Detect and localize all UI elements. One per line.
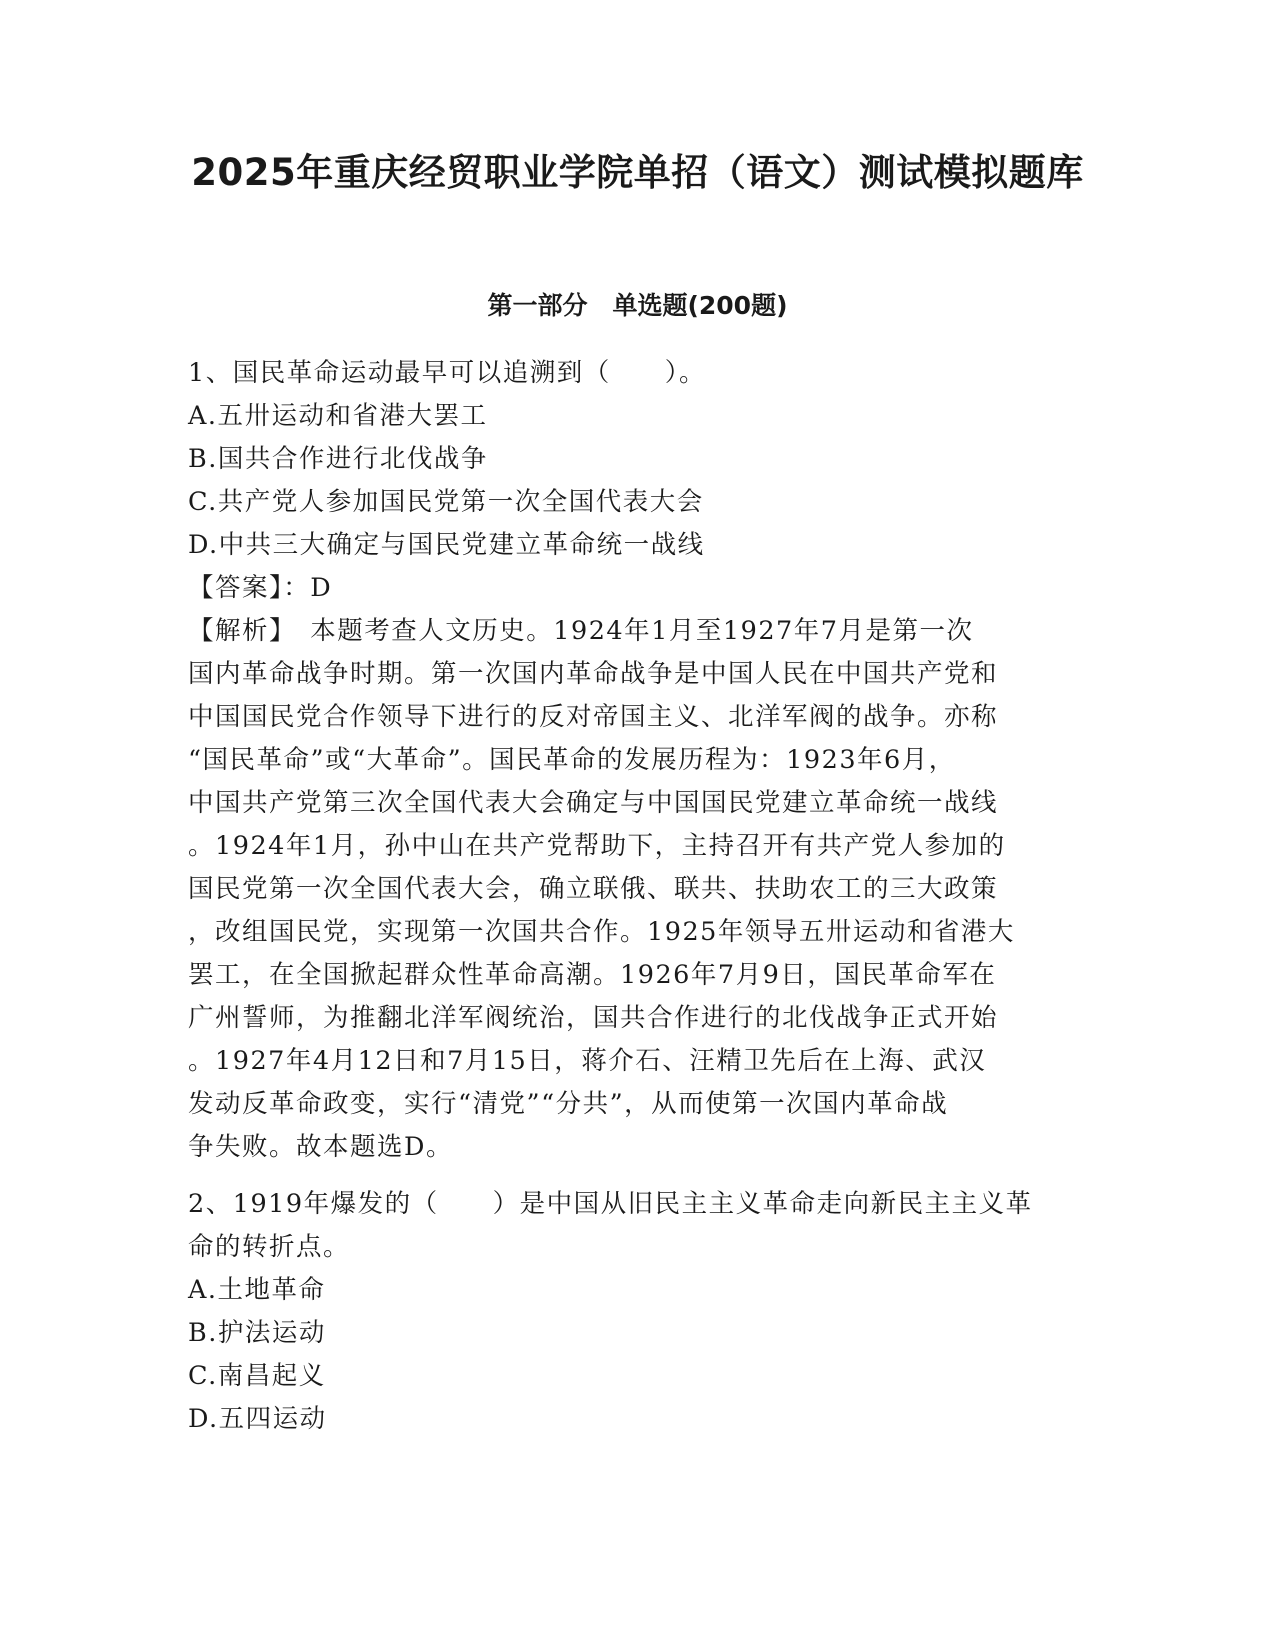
option-a: A.五卅运动和省港大罢工	[188, 401, 488, 431]
option-d: D.中共三大确定与国民党建立革命统一战线	[188, 530, 705, 560]
analysis-line: 发动反革命政变，实行“清党”“分共”，从而使第一次国内革命战	[188, 1089, 949, 1119]
analysis-line: 中国国民党合作领导下进行的反对帝国主义、北洋军阀的战争。亦称	[188, 702, 999, 732]
section-title: 第一部分 单选题(200题)	[487, 291, 788, 320]
answer-line: 【答案】：D	[188, 573, 333, 603]
analysis-block	[188, 610, 1088, 1169]
analysis-line: 罢工，在全国掀起群众性革命高潮。1926年7月9日，国民革命军在	[188, 960, 997, 990]
option-b: B.护法运动	[188, 1318, 326, 1348]
analysis-line: 。1927年4月12日和7月15日，蒋介石、汪精卫先后在上海、武汉	[188, 1046, 987, 1076]
analysis-line: 【解析】 本题考查人文历史。1924年1月至1927年7月是第一次	[188, 616, 974, 646]
analysis-line: 国民党第一次全国代表大会，确立联俄、联共、扶助农工的三大政策	[188, 874, 999, 904]
option-a: A.土地革命	[188, 1275, 326, 1305]
question-1	[188, 352, 1088, 1169]
option-c: C.南昌起义	[188, 1361, 326, 1391]
analysis-line: ，改组国民党，实现第一次国共合作。1925年领导五卅运动和省港大	[188, 917, 1015, 947]
analysis-line: 。1924年1月，孙中山在共产党帮助下，主持召开有共产党人参加的	[188, 831, 1006, 861]
analysis-line: 中国共产党第三次全国代表大会确定与中国国民党建立革命统一战线	[188, 788, 999, 818]
option-c: C.共产党人参加国民党第一次全国代表大会	[188, 487, 704, 517]
analysis-line: 国内革命战争时期。第一次国内革命战争是中国人民在中国共产党和	[188, 659, 999, 689]
question-list	[188, 352, 1088, 1441]
analysis-line: “国民革命”或“大革命”。国民革命的发展历程为：1923年6月，	[188, 745, 956, 775]
question-spacer	[188, 1169, 1088, 1183]
option-d: D.五四运动	[188, 1404, 327, 1434]
question-stem: 1、国民革命运动最早可以追溯到（ ）。	[188, 358, 706, 388]
question-stem: 命的转折点。	[188, 1232, 351, 1262]
analysis-line: 争失败。故本题选D。	[188, 1132, 453, 1162]
document-title: 2025年重庆经贸职业学院单招（语文）测试模拟题库	[191, 151, 1084, 194]
question-stem: 2、1919年爆发的（ ）是中国从旧民主主义革命走向新民主主义革	[188, 1189, 1033, 1219]
option-b: B.国共合作进行北伐战争	[188, 444, 488, 474]
question-2	[188, 1183, 1088, 1441]
analysis-line: 广州誓师，为推翻北洋军阀统治，国共合作进行的北伐战争正式开始	[188, 1003, 999, 1033]
